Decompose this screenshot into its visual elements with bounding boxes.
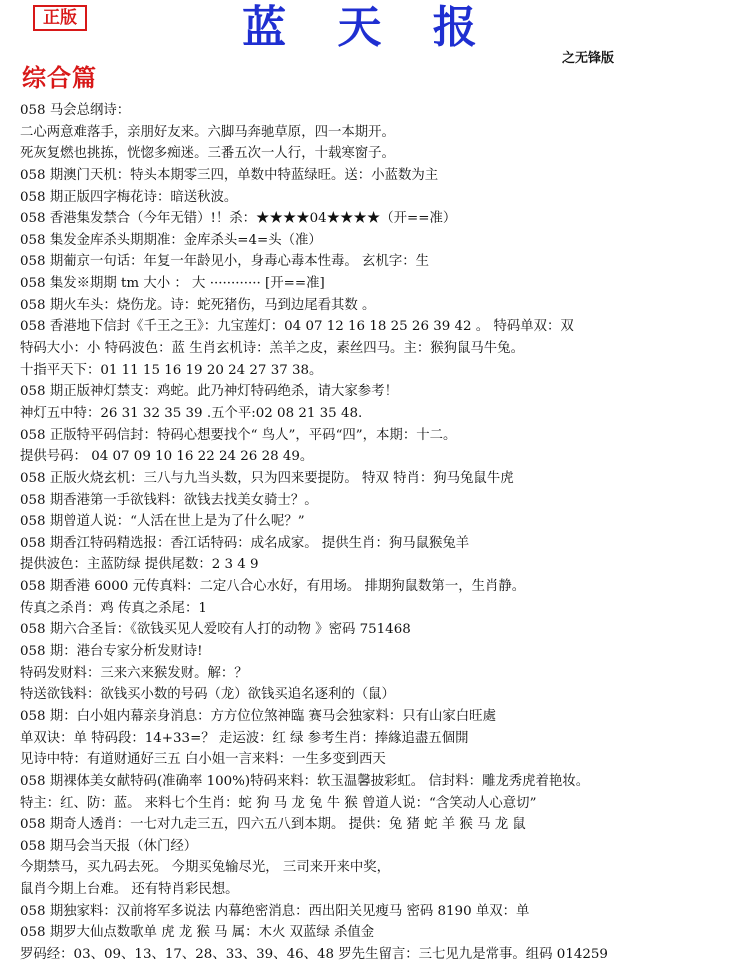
- text-line: 058 期：港台专家分析发财诗!: [20, 644, 203, 660]
- text-line: 特码大小：小 特码波色：蓝 生肖玄机诗：羔羊之皮，素丝四马。主：猴狗鼠马牛兔。: [20, 341, 524, 357]
- text-line: 058 期正版四字梅花诗：暗送秋波。: [20, 189, 238, 205]
- text-line: 单双诀：单 特码段：14+33=？ 走运波：红 绿 参考生肖：捧緣追盡五個開: [20, 730, 469, 746]
- text-line: 058 期火车头：烧伤龙。诗：蛇死猪伤，马到边尾看其数 。: [20, 297, 376, 313]
- text-line: 特主：红、防：蓝。 来料七个生肖：蛇 狗 马 龙 兔 牛 猴 曾道人说：“含笑动人心意切”: [20, 795, 537, 811]
- text-line: 十指平天下：01 11 15 16 19 20 24 27 37 38。: [20, 362, 323, 378]
- text-line: 058 期香港第一手欲钱料：欲钱去找美女骑士？。: [20, 492, 318, 508]
- text-line: 058 期裸体美女献特码(准确率 100%)特码来料：软玉温馨披彩虹。 信封料：雕龙秀虎着艳妆。: [20, 773, 590, 789]
- text-line: 鼠肖今期上台难。 还有特肖彩民想。: [20, 882, 239, 898]
- text-line: 传真之杀肖：鸡 传真之杀尾：1: [20, 600, 207, 616]
- authentic-badge: 正版: [33, 5, 87, 31]
- text-line: 058 期：白小姐内幕亲身消息：方方位位煞神臨 赛马会独家料：只有山家白旺處: [20, 708, 496, 724]
- text-line: 058 期独家料：汉前将军多说法 内幕绝密消息：西出阳关见瘦马 密码 8190 单双：单: [20, 903, 530, 919]
- text-line: 058 马会总纲诗：: [20, 103, 131, 118]
- text-line: 神灯五中特：26 31 32 35 39 .五个平:02 08 21 35 48.: [20, 405, 363, 421]
- text-line: 特码发财料：三来六来猴发财。解：？: [20, 665, 248, 681]
- text-line: 058 正版特平码信封：特码心想要找个“ 鸟人”，平码“四”，本期：十二。: [20, 427, 457, 443]
- text-line: 提供波色：主蓝防绿 提供尾数：2 3 4 9: [20, 557, 259, 573]
- text-line: 058 集发※期期 tm 大小 ： 大 ············ [开==准]: [20, 276, 325, 292]
- text-line: 058 期六合圣旨：《欲钱买见人爱咬有人打的动物 》密码 751468: [20, 622, 411, 638]
- text-line: 特送欲钱料：欲钱买小数的号码（龙）欲钱买追名逐利的（鼠）: [20, 687, 395, 703]
- edition-label: 之无锋版: [562, 51, 615, 66]
- text-line: 058 香港集发禁合（今年无错）!！杀：★★★★04★★★★（开==准）: [20, 211, 457, 227]
- text-line: 058 集发金库杀头期期准：金库杀头=4=头（准）: [20, 232, 322, 248]
- text-line: 见诗中特：有道财通好三五 白小姐一言来料：一生多变到西天: [20, 752, 386, 768]
- page-title: 蓝 天 报: [242, 2, 495, 53]
- text-line: 058 期香港 6000 元传真料：二定八合心水好，有用场。 排期狗鼠数第一，生肖静。: [20, 579, 526, 595]
- text-line: 死灰复燃也挑拣，恍惚多痴迷。三番五次一人行，十载寒窗子。: [20, 146, 395, 162]
- text-line: 058 期葡京一句话：年复一年龄见小，身毒心毒本性毒。 玄机字：生: [20, 254, 430, 270]
- content-lines: [20, 100, 720, 966]
- text-line: 二心两意难落手，亲朋好友来。六脚马奔驰草原，四一本期开。: [20, 124, 395, 140]
- text-line: 058 期马会当天报（休门经）: [20, 838, 198, 854]
- text-line: 058 期澳门天机：特头本期零三四，单数中特蓝绿旺。送：小蓝数为主: [20, 167, 439, 183]
- text-line: 058 期罗大仙点数歌单 虎 龙 猴 马 属：木火 双蓝绿 杀值金: [20, 925, 375, 941]
- text-line: 今期禁马，买九码去死。 今期买兔输尽光， 三司来开来中奖，: [20, 860, 391, 876]
- text-line: 058 期奇人透肖：一七对九走三五，四六五八到本期。 提供：兔 猪 蛇 羊 猴 马 龙 鼠: [20, 817, 526, 833]
- text-line: 058 期曾道人说：“人活在世上是为了什么呢？”: [20, 514, 305, 530]
- text-line: 058 香港地下信封《千王之王》：九宝莲灯：04 07 12 16 18 25 26 39 42 。 特码单双：双: [20, 319, 574, 335]
- text-line: 058 期正版神灯禁支：鸡蛇。此乃神灯特码绝杀，请大家参考！: [20, 384, 398, 400]
- text-line: 罗码经：03、09、13、17、28、33、39、46、48 罗先生留言：三七见九是常事。组码 014259: [20, 946, 608, 962]
- text-line: 058 正版火烧玄机：三八与九当头数，只为四来要提防。 特双 特肖：狗马兔鼠牛虎: [20, 470, 514, 486]
- section-heading: 综合篇: [22, 64, 97, 92]
- text-line: 058 期香江特码精选报：香江话特码：成名成家。 提供生肖：狗马鼠猴兔羊: [20, 535, 470, 551]
- text-line: 提供号码： 04 07 09 10 16 22 24 26 28 49。: [20, 449, 314, 465]
